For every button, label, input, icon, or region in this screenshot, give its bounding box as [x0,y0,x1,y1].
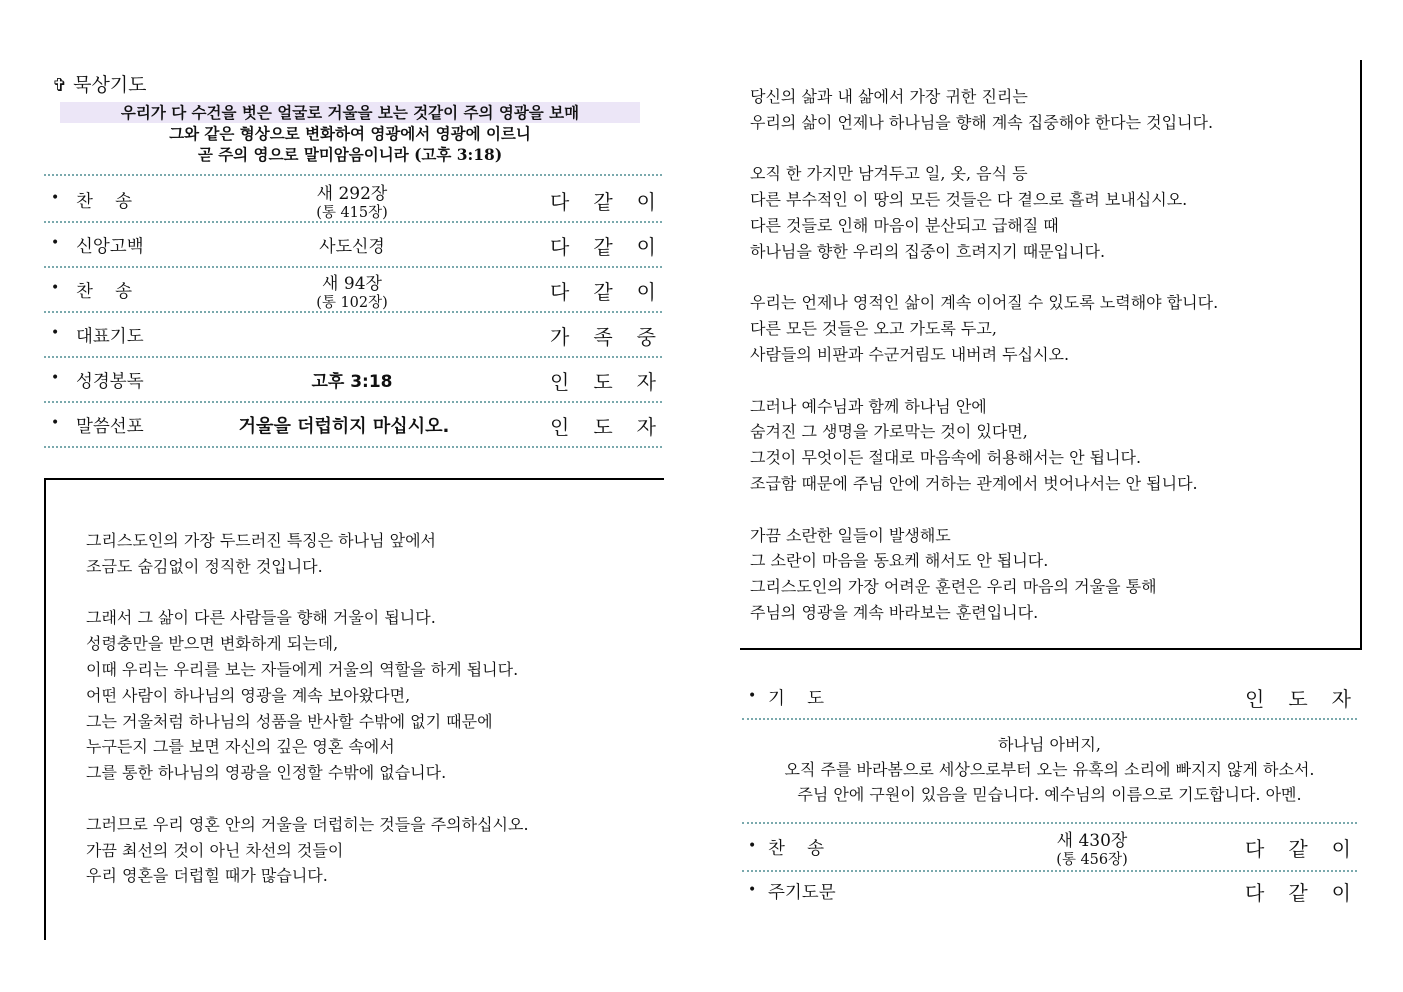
order-row-sermon [44,401,680,448]
bullet: • [748,838,757,854]
bullet: • [51,415,60,431]
order-leader: 다같이 [1245,881,1375,905]
prayer-line: 오직 주를 바라봄으로 세상으로부터 오는 유혹의 소리에 빠지지 않게 하소서. [784,760,1315,779]
order-label: 찬 송 [76,282,133,302]
order-leader: 다같이 [550,280,680,304]
order-leader: 인도자 [550,370,680,394]
hymn-number: 새 292장 [316,184,388,204]
bullet: • [748,688,757,704]
bullet: • [51,235,60,251]
verse-line: 우리가 다 수건을 벗은 얼굴로 거울을 보는 것같이 주의 영광을 보매 [60,102,640,123]
prayer-line: 하나님 아버지, [998,735,1101,754]
cross-icon: ✞ [52,75,68,96]
order-label: 신앙고백 [76,237,144,257]
order-leader: 인도자 [1245,687,1375,711]
closing-prayer [742,732,1357,807]
order-label: 성경봉독 [76,372,144,392]
order-label: 찬 송 [76,192,133,212]
sermon-text-left: 그리스도인의 가장 두드러진 특징은 하나님 앞에서 조금도 숨김없이 정직한 것입니다. 그래서 그 삶이 다른 사람들을 향해 거울이 됩니다. 성령충만을 받으면 변화하게 되는데, 이때 우리는 우리를 보는 자들에게 거울의 역할을 하게 됩니다. 어떤 사람이 하나님의 영광을 계속 보아왔다면, 그는 거울처럼 하나님의 성품을 반사할 수밖에 없기 때문에 누구든지 그를 보면 자신의 깊은 영혼 속에서 그를 통한 하나님의 영광을 인정할 수밖에 없습니다. 그러므로 우리 영혼 안의 거울을 더럽히는 것들을 주의하십시오. 가끔 최선의 것이 아닌 차선의 것들이 우리 영혼을 더럽힐 때가 많습니다. [86,531,529,886]
hymn-number: 새 94장 [322,274,382,294]
order-content: 사도신경 [319,237,385,257]
order-row-prayer [742,680,1375,720]
order-leader: 다같이 [550,235,680,259]
scripture-verse [60,102,640,165]
prayer-line: 주님 안에 구원이 있음을 믿습니다. 예수님의 이름으로 기도합니다. 아멘. [797,785,1302,804]
scripture-reference: 고후 3:18 [311,372,393,392]
bullet: • [51,280,60,296]
order-label: 기 도 [768,689,825,709]
section-title [52,70,147,97]
order-content [982,826,1202,869]
bullet: • [51,325,60,341]
order-of-worship [44,174,680,448]
order-label: 찬 송 [768,839,825,859]
order-label: 대표기도 [76,327,144,347]
order-row-scripture-reading [44,356,680,403]
order-row-hymn-1 [44,176,680,223]
order-row-lords-prayer [742,870,1375,910]
order-content [232,269,472,312]
verse-line: 곧 주의 영으로 말미암음이니라 (고후 3:18) [197,145,503,164]
order-label: 말씀선포 [76,417,144,437]
section-title-text: 묵상기도 [73,74,147,96]
bullet: • [51,190,60,206]
order-row-creed [44,221,680,268]
bullet: • [748,882,757,898]
hymn-old-number: (통 415장) [316,205,388,221]
order-row-hymn-3 [742,822,1375,872]
hymn-old-number: (통 102장) [316,295,388,311]
bullet: • [51,370,60,386]
order-label: 주기도문 [768,883,836,903]
hymn-old-number: (통 456장) [1056,852,1128,868]
verse-line: 그와 같은 형상으로 변화하여 영광에서 영광에 이르니 [169,124,531,143]
order-leader: 다같이 [550,190,680,214]
order-row-representative-prayer [44,311,680,358]
order-row-hymn-2 [44,266,680,313]
sermon-text-right: 당신의 삶과 내 삶에서 가장 귀한 진리는 우리의 삶이 언제나 하나님을 향해 계속 집중해야 한다는 것입니다. 오직 한 가지만 남겨두고 일, 옷, 음식 등 다른 부수적인 이 땅의 모든 것들은 다 곁으로 흘려 보내십시오. 다른 것들로 인해 마음이 분산되고 급해질 때 하나님을 향한 우리의 집중이 흐려지기 때문입니다. 우리는 언제나 영적인 삶이 계속 이어질 수 있도록 노력해야 합니다. 다른 모든 것들은 오고 가도록 두고, 사람들의 비판과 수군거림도 내버려 두십시오. 그러나 예수님과 함께 하나님 안에 숨겨진 그 생명을 가로막는 것이 있다면, 그것이 무엇이든 절대로 마음속에 허용해서는 안 됩니다. 조급함 때문에 주님 안에 거하는 관계에서 벗어나서는 안 됩니다. 가끔 소란한 일들이 발생해도 그 소란이 마음을 동요케 해서도 안 됩니다. 그리스도인의 가장 어려운 훈련은 우리 마음의 거울을 통해 주님의 영광을 계속 바라보는 훈련입니다. [750,87,1219,622]
hymn-number: 새 430장 [1056,831,1128,851]
order-content [232,179,472,222]
order-leader: 인도자 [550,415,680,439]
sermon-title: 거울을 더럽히지 마십시오. [238,416,450,437]
order-leader: 가족중 [550,325,680,349]
order-leader: 다같이 [1245,837,1375,861]
